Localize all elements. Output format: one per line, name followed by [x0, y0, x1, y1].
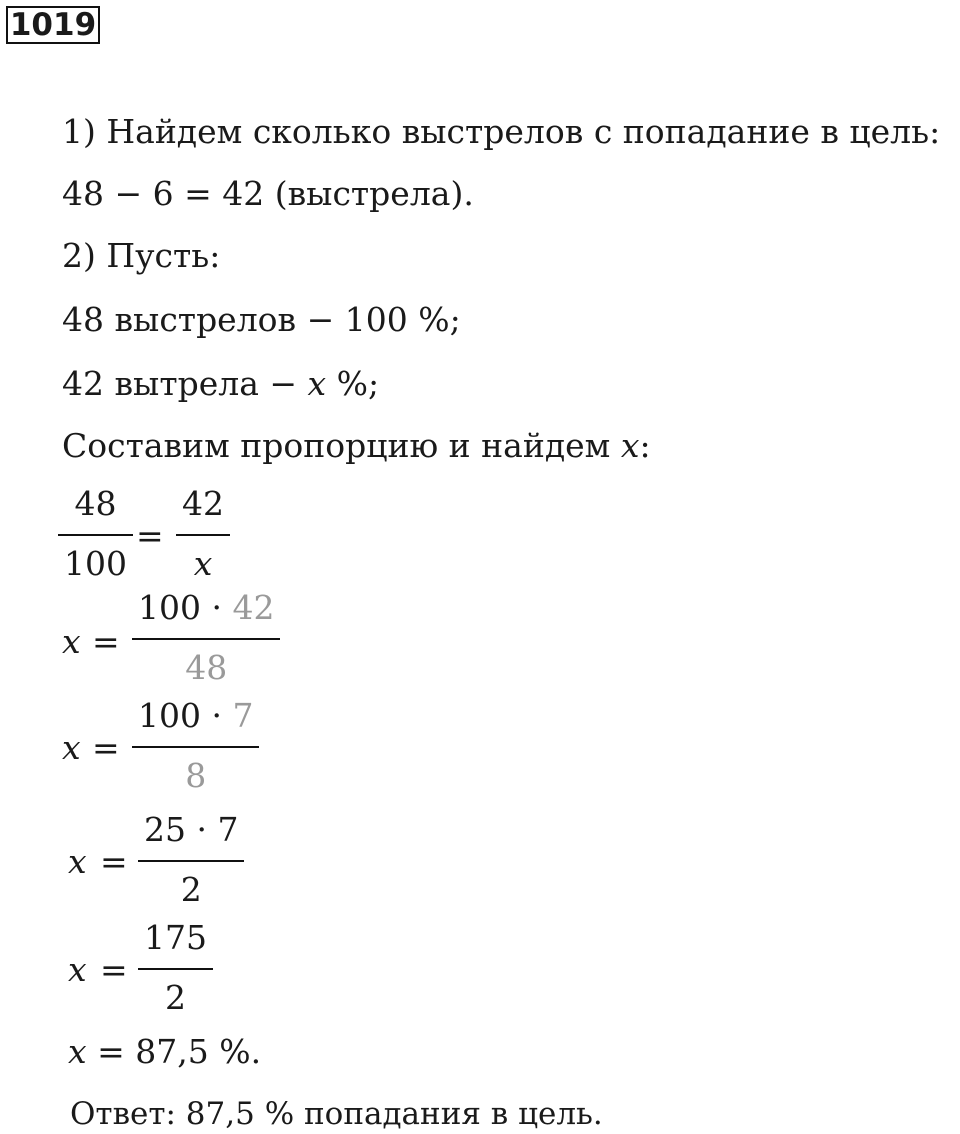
proportion-intro-variable: x: [620, 426, 640, 465]
eq1-left-fraction: [58, 484, 133, 584]
step1-calculation: 48 − 6 = 42 (выстрела).: [62, 174, 474, 213]
eq1-equals-sign: =: [136, 516, 164, 555]
eq3-fraction: [132, 696, 259, 796]
eq3-denominator-cancelled: 8: [185, 756, 207, 795]
eq3-equals-sign: =: [92, 728, 120, 767]
let-line-2-prefix: 42 вытрела −: [62, 364, 308, 403]
eq2-lhs-variable: x: [62, 622, 81, 661]
eq5-fraction: [138, 918, 213, 1018]
answer-text: Ответ: 87,5 % попадания в цель.: [70, 1096, 603, 1132]
let-line-1: 48 выстрелов − 100 %;: [62, 300, 461, 339]
step2-text: 2) Пусть:: [62, 236, 221, 275]
eq5-numerator: 175: [144, 918, 207, 957]
eq2-numerator: [132, 588, 280, 638]
eq6-result: [68, 1032, 261, 1072]
let-line-2-variable: x: [307, 364, 327, 403]
eq5-denominator: 2: [165, 978, 186, 1017]
eq4-denominator: 2: [180, 870, 202, 909]
eq2-denominator-cancelled: 48: [185, 648, 228, 687]
problem-number: 1019: [6, 6, 100, 44]
eq4-lhs-variable: x: [68, 842, 87, 881]
let-line-2: [62, 364, 379, 404]
eq4-equals-sign: =: [100, 842, 128, 881]
eq3-numerator-cancelled: 7: [232, 696, 254, 735]
eq1-right-fraction: [176, 484, 230, 584]
proportion-intro-suffix: :: [639, 426, 651, 465]
let-line-2-suffix: %;: [326, 364, 380, 403]
eq2-equals-sign: =: [92, 622, 120, 661]
eq3-numerator: [132, 696, 259, 746]
proportion-intro: [62, 426, 651, 466]
eq6-rhs: = 87,5 %.: [86, 1032, 262, 1071]
eq2-fraction: [132, 588, 280, 688]
step1-text: 1) Найдем сколько выстрелов с попадание в цель:: [62, 112, 941, 151]
eq2-numerator-cancelled: 42: [232, 588, 275, 627]
eq5-lhs-variable: x: [68, 950, 87, 989]
eq3-numerator-main: 100 ·: [138, 696, 233, 735]
eq1-numerator-left: 48: [74, 484, 117, 523]
eq3-lhs-variable: x: [62, 728, 81, 767]
eq6-lhs-variable: x: [68, 1032, 87, 1071]
eq4-fraction: [138, 810, 244, 910]
eq1-numerator-right: 42: [182, 484, 224, 523]
eq1-denominator-right: x: [193, 544, 213, 583]
eq1-denominator-left: 100: [64, 544, 127, 583]
proportion-intro-prefix: Составим пропорцию и найдем: [62, 426, 621, 465]
eq5-equals-sign: =: [100, 950, 128, 989]
eq4-numerator: 25 · 7: [144, 810, 239, 849]
eq2-numerator-main: 100 ·: [138, 588, 233, 627]
